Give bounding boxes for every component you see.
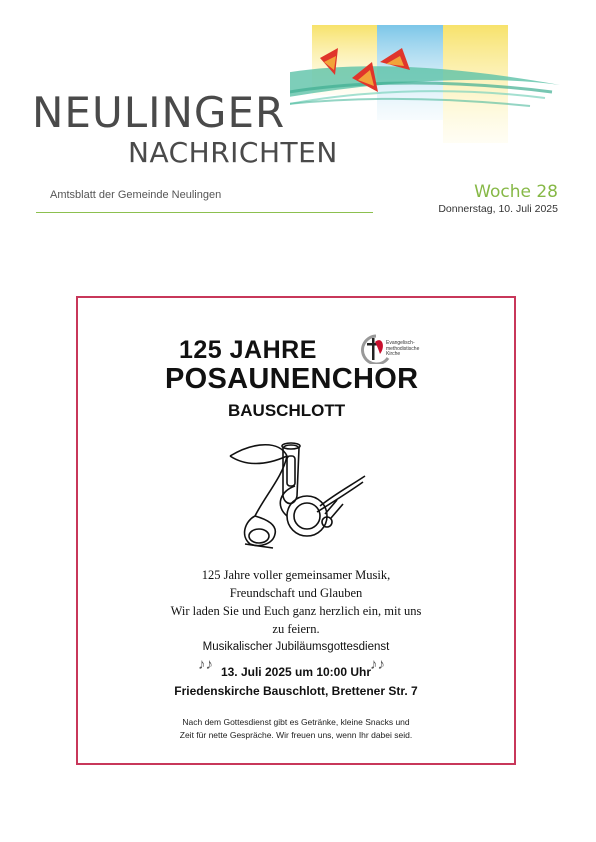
brass-instruments-illustration bbox=[225, 436, 370, 554]
masthead-subtitle: Amtsblatt der Gemeinde Neulingen bbox=[50, 189, 222, 201]
masthead-title-line2: NACHRICHTEN bbox=[128, 136, 338, 169]
poster-footer-text: Nach dem Gottesdienst gibt es Getränke, kleine Snacks und Zeit für nette Gespräche. Wir freuen uns, wenn Ihr dabei seid. bbox=[179, 717, 413, 740]
poster-headline-2: POSAUNENCHOR bbox=[165, 363, 419, 395]
masthead-title-line1: NEULINGER bbox=[32, 88, 286, 137]
poster-service-title: Musikalischer Jubiläumsgottesdienst bbox=[202, 641, 390, 653]
issue-week: Woche 28 bbox=[474, 182, 558, 202]
poster-headline-1: 125 JAHRE bbox=[179, 336, 317, 364]
poster-datetime: 13. Juli 2025 um 10:00 Uhr bbox=[220, 665, 372, 679]
music-note-icon: ♪♪ bbox=[370, 656, 385, 673]
poster-headline-3: BAUSCHLOTT bbox=[228, 401, 346, 420]
poster-body-text: 125 Jahre voller gemeinsamer Musik, Freundschaft und Glauben Wir laden Sie und Euch ganz herzlich ein, mit uns zu feiern. bbox=[170, 568, 422, 636]
issue-date: Donnerstag, 10. Juli 2025 bbox=[438, 203, 558, 215]
church-logo-text: Evangelisch- methodistische Kirche bbox=[386, 340, 420, 357]
masthead-divider bbox=[36, 212, 373, 213]
music-note-icon: ♪♪ bbox=[198, 656, 213, 673]
poster-location: Friedenskirche Bauschlott, Brettener Str. 7 bbox=[174, 684, 418, 698]
masthead-logo-graphic bbox=[290, 20, 560, 145]
